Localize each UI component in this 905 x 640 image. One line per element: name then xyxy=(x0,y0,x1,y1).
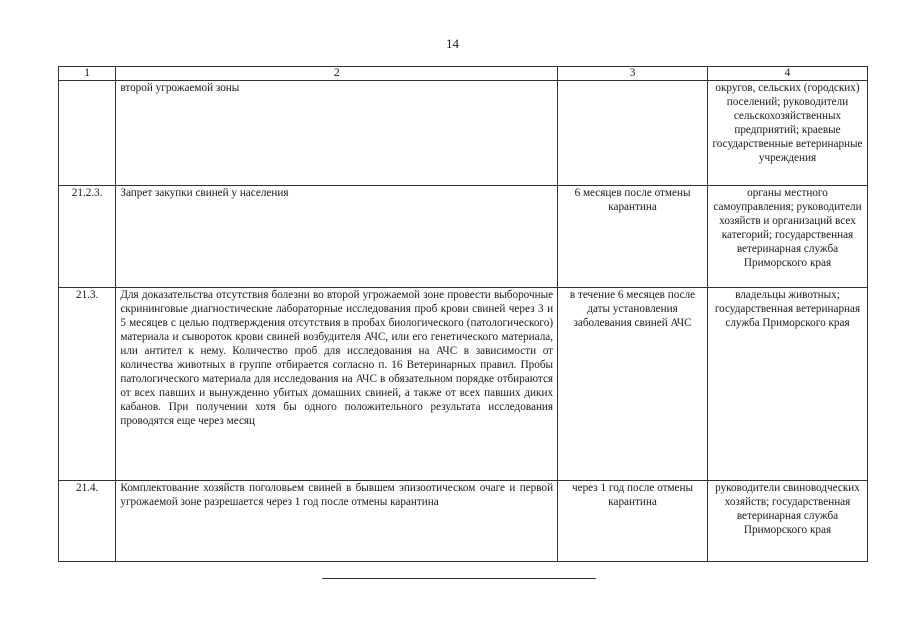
term-text xyxy=(558,81,708,186)
table-header-row xyxy=(59,67,868,81)
responsible-text: округов, сельских (городских) поселений; руководители сельскохозяйственных предприятий; краевые государственные ветеринарные учреждения xyxy=(707,81,867,186)
footer-rule xyxy=(322,578,596,579)
measure-text: Комплектование хозяйств поголовьем свиней в бывшем эпизоотическом очаге и первой угрожаемой зоне разрешается через 1 год после отмены карантина xyxy=(116,481,558,562)
measure-text: Для доказательства отсутствия болезни во второй угрожаемой зоне провести выборочные скрининговые диагностические лабораторные исследования проб крови свиней через 3 и 5 месяцев с целью подтверждения отсутствия в пробах биологического (патологического) материала и сывороток крови свиней возбудителя АЧС, или его генетического материала, или антител к нему. Количество проб для исследования на АЧС в зависимости от количества животных в группе отбирается согласно п. 16 Ветеринарных правил. Пробы патологического материала для исследования на АЧС в обязательном порядке отбираются от всех павших и вынужденно убитых домашних свиней, а также от всех павших диких кабанов. При получении хотя бы одного положительного результата исследования проводятся еще через месяц xyxy=(116,288,558,481)
table-row xyxy=(59,186,868,288)
table-row xyxy=(59,288,868,481)
table-row xyxy=(59,481,868,562)
responsible-text: владельцы животных; государственная ветеринарная служба Приморского края xyxy=(707,288,867,481)
header-col-3: 3 xyxy=(558,67,708,81)
item-number: 21.4. xyxy=(59,481,116,562)
header-col-2: 2 xyxy=(116,67,558,81)
page-number: 14 xyxy=(446,36,459,51)
measure-text: Запрет закупки свиней у населения xyxy=(116,186,558,288)
responsible-text: руководители свиноводческих хозяйств; государственная ветеринарная служба Приморского края xyxy=(707,481,867,562)
term-text: 6 месяцев после отмены карантина xyxy=(558,186,708,288)
item-number: 21.2.3. xyxy=(59,186,116,288)
header-col-4: 4 xyxy=(707,67,867,81)
responsible-text: органы местного самоуправления; руководители хозяйств и организаций всех категорий; государственная ветеринарная служба Приморского края xyxy=(707,186,867,288)
term-text: в течение 6 месяцев после даты установления заболевания свиней АЧС xyxy=(558,288,708,481)
header-col-1: 1 xyxy=(59,67,116,81)
measures-table xyxy=(58,66,868,562)
table-row xyxy=(59,81,868,186)
item-number xyxy=(59,81,116,186)
term-text: через 1 год после отмены карантина xyxy=(558,481,708,562)
item-number: 21.3. xyxy=(59,288,116,481)
measure-text: второй угрожаемой зоны xyxy=(116,81,558,186)
